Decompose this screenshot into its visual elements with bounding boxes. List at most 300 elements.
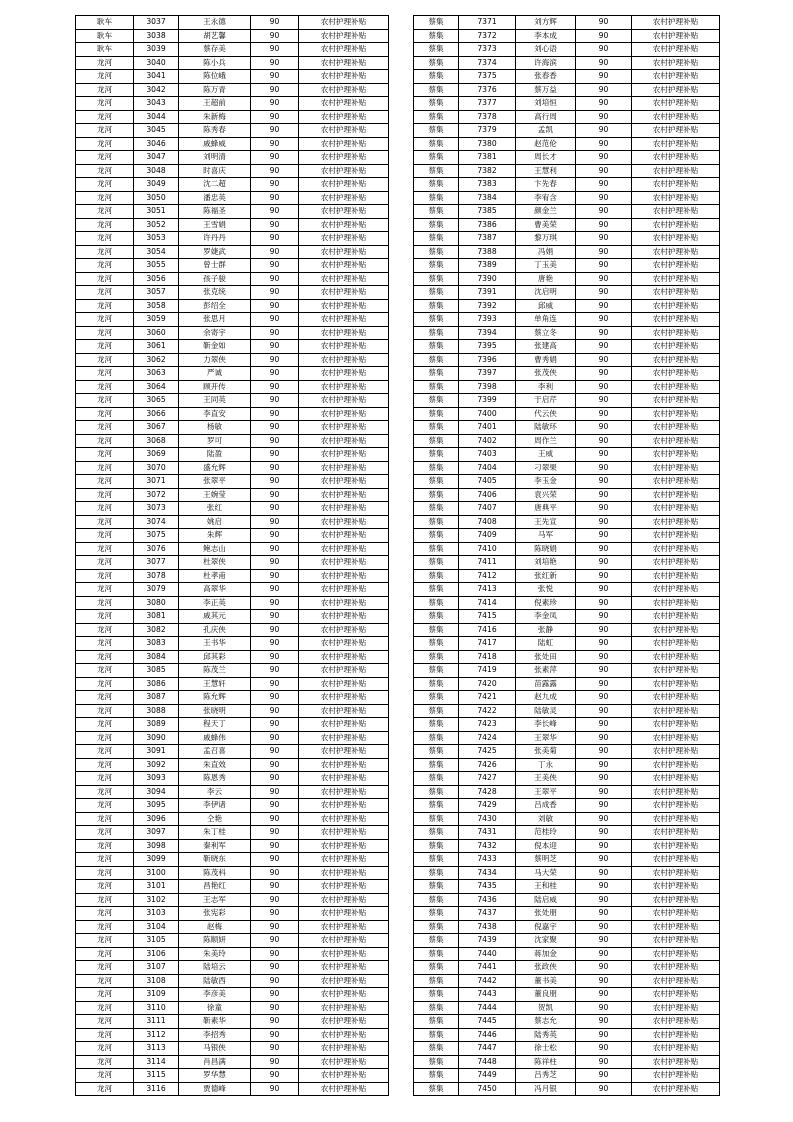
town-cell: 蔡集	[414, 583, 459, 597]
id-cell: 3092	[134, 758, 179, 772]
amount-cell: 90	[576, 502, 632, 516]
id-cell: 3055	[134, 259, 179, 273]
id-cell: 7391	[459, 286, 516, 300]
id-cell: 7450	[459, 1082, 516, 1096]
amount-cell: 90	[251, 353, 299, 367]
amount-cell: 90	[251, 704, 299, 718]
name-cell: 蔡志允	[516, 1015, 576, 1029]
name-cell: 刘培恒	[516, 97, 576, 111]
amount-cell: 90	[251, 1015, 299, 1029]
category-cell: 农村护理补贴	[299, 691, 389, 705]
town-cell: 蔡集	[414, 205, 459, 219]
table-row	[76, 97, 389, 111]
town-cell: 龙河	[76, 664, 134, 678]
town-cell: 龙河	[76, 731, 134, 745]
town-cell: 龙河	[76, 623, 134, 637]
id-cell: 7400	[459, 407, 516, 421]
category-cell: 农村护理补贴	[632, 637, 720, 651]
town-cell: 龙河	[76, 313, 134, 327]
amount-cell: 90	[251, 745, 299, 759]
category-cell: 农村护理补贴	[632, 745, 720, 759]
table-row	[414, 340, 720, 354]
id-cell: 3059	[134, 313, 179, 327]
amount-cell: 90	[576, 583, 632, 597]
category-cell: 农村护理补贴	[299, 164, 389, 178]
category-cell: 农村护理补贴	[632, 785, 720, 799]
table-row	[414, 232, 720, 246]
town-cell: 蔡集	[414, 704, 459, 718]
category-cell: 农村护理补贴	[632, 299, 720, 313]
town-cell: 龙河	[76, 421, 134, 435]
town-cell: 龙河	[76, 448, 134, 462]
id-cell: 7441	[459, 961, 516, 975]
id-cell: 7437	[459, 907, 516, 921]
amount-cell: 90	[251, 569, 299, 583]
town-cell: 蔡集	[414, 110, 459, 124]
name-cell: 赵梅	[179, 920, 251, 934]
name-cell: 蔡明芝	[516, 853, 576, 867]
roster-table-left	[75, 15, 389, 1096]
town-cell: 蔡集	[414, 97, 459, 111]
amount-cell: 90	[251, 920, 299, 934]
table-row	[414, 407, 720, 421]
name-cell: 李彦美	[179, 988, 251, 1002]
town-cell: 蔡集	[414, 893, 459, 907]
id-cell: 3115	[134, 1069, 179, 1083]
amount-cell: 90	[251, 394, 299, 408]
amount-cell: 90	[576, 164, 632, 178]
amount-cell: 90	[251, 313, 299, 327]
amount-cell: 90	[251, 1028, 299, 1042]
amount-cell: 90	[251, 1082, 299, 1096]
name-cell: 王书华	[179, 637, 251, 651]
category-cell: 农村护理补贴	[299, 515, 389, 529]
category-cell: 农村护理补贴	[299, 461, 389, 475]
table-row	[76, 1069, 389, 1083]
table-row	[76, 812, 389, 826]
town-cell: 耿车	[76, 43, 134, 57]
category-cell: 农村护理补贴	[632, 623, 720, 637]
category-cell: 农村护理补贴	[632, 151, 720, 165]
name-cell: 严诚	[179, 367, 251, 381]
name-cell: 李金凤	[516, 610, 576, 624]
name-cell: 贺凯	[516, 1001, 576, 1015]
table-row	[76, 677, 389, 691]
town-cell: 龙河	[76, 502, 134, 516]
amount-cell: 90	[251, 367, 299, 381]
amount-cell: 90	[251, 974, 299, 988]
name-cell: 陈万青	[179, 83, 251, 97]
amount-cell: 90	[576, 367, 632, 381]
id-cell: 3113	[134, 1042, 179, 1056]
id-cell: 3046	[134, 137, 179, 151]
name-cell: 曹美荣	[516, 218, 576, 232]
category-cell: 农村护理补贴	[299, 151, 389, 165]
town-cell: 龙河	[76, 691, 134, 705]
name-cell: 王永德	[179, 16, 251, 30]
table-row	[414, 326, 720, 340]
amount-cell: 90	[576, 718, 632, 732]
name-cell: 王志军	[179, 893, 251, 907]
name-cell: 蒋加金	[516, 947, 576, 961]
category-cell: 农村护理补贴	[299, 556, 389, 570]
amount-cell: 90	[576, 772, 632, 786]
category-cell: 农村护理补贴	[632, 1001, 720, 1015]
name-cell: 陆秀英	[516, 1028, 576, 1042]
id-cell: 3099	[134, 853, 179, 867]
table-row	[76, 1001, 389, 1015]
name-cell: 王先宣	[516, 515, 576, 529]
category-cell: 农村护理补贴	[632, 812, 720, 826]
amount-cell: 90	[251, 1042, 299, 1056]
table-row	[414, 839, 720, 853]
table-row	[76, 947, 389, 961]
table-row	[76, 583, 389, 597]
name-cell: 陆敏灵	[516, 704, 576, 718]
id-cell: 7430	[459, 812, 516, 826]
town-cell: 蔡集	[414, 637, 459, 651]
id-cell: 7422	[459, 704, 516, 718]
town-cell: 龙河	[76, 596, 134, 610]
category-cell: 农村护理补贴	[632, 718, 720, 732]
id-cell: 7399	[459, 394, 516, 408]
category-cell: 农村护理补贴	[632, 664, 720, 678]
amount-cell: 90	[251, 839, 299, 853]
category-cell: 农村护理补贴	[632, 16, 720, 30]
name-cell: 代云侠	[516, 407, 576, 421]
amount-cell: 90	[576, 866, 632, 880]
table-row	[414, 637, 720, 651]
town-cell: 蔡集	[414, 529, 459, 543]
amount-cell: 90	[576, 812, 632, 826]
id-cell: 7421	[459, 691, 516, 705]
table-row	[414, 245, 720, 259]
table-row	[76, 839, 389, 853]
amount-cell: 90	[576, 677, 632, 691]
town-cell: 蔡集	[414, 353, 459, 367]
category-cell: 农村护理补贴	[632, 839, 720, 853]
table-row	[76, 245, 389, 259]
id-cell: 3037	[134, 16, 179, 30]
table-row	[76, 434, 389, 448]
amount-cell: 90	[251, 218, 299, 232]
name-cell: 罗华慧	[179, 1069, 251, 1083]
id-cell: 7381	[459, 151, 516, 165]
town-cell: 蔡集	[414, 853, 459, 867]
table-row	[414, 56, 720, 70]
town-cell: 蔡集	[414, 799, 459, 813]
id-cell: 7395	[459, 340, 516, 354]
id-cell: 3098	[134, 839, 179, 853]
town-cell: 蔡集	[414, 650, 459, 664]
category-cell: 农村护理补贴	[632, 866, 720, 880]
name-cell: 陈祥柱	[516, 1055, 576, 1069]
amount-cell: 90	[576, 637, 632, 651]
amount-cell: 90	[576, 799, 632, 813]
table-row	[414, 610, 720, 624]
town-cell: 蔡集	[414, 394, 459, 408]
table-row	[76, 691, 389, 705]
town-cell: 蔡集	[414, 718, 459, 732]
town-cell: 龙河	[76, 407, 134, 421]
category-cell: 农村护理补贴	[632, 218, 720, 232]
id-cell: 7392	[459, 299, 516, 313]
amount-cell: 90	[251, 16, 299, 30]
town-cell: 蔡集	[414, 448, 459, 462]
name-cell: 李宥含	[516, 191, 576, 205]
id-cell: 3081	[134, 610, 179, 624]
name-cell: 曾士群	[179, 259, 251, 273]
id-cell: 3075	[134, 529, 179, 543]
town-cell: 龙河	[76, 218, 134, 232]
name-cell: 袁兴荣	[516, 488, 576, 502]
amount-cell: 90	[576, 461, 632, 475]
id-cell: 7445	[459, 1015, 516, 1029]
id-cell: 3090	[134, 731, 179, 745]
table-row	[76, 151, 389, 165]
amount-cell: 90	[251, 70, 299, 84]
table-row	[414, 569, 720, 583]
town-cell: 蔡集	[414, 1055, 459, 1069]
town-cell: 龙河	[76, 610, 134, 624]
category-cell: 农村护理补贴	[299, 731, 389, 745]
id-cell: 3042	[134, 83, 179, 97]
category-cell: 农村护理补贴	[299, 502, 389, 516]
category-cell: 农村护理补贴	[299, 110, 389, 124]
town-cell: 蔡集	[414, 947, 459, 961]
table-row	[76, 853, 389, 867]
table-row	[414, 461, 720, 475]
amount-cell: 90	[251, 137, 299, 151]
name-cell: 黎万琪	[516, 232, 576, 246]
town-cell: 龙河	[76, 542, 134, 556]
category-cell: 农村护理补贴	[632, 961, 720, 975]
id-cell: 7389	[459, 259, 516, 273]
town-cell: 蔡集	[414, 623, 459, 637]
category-cell: 农村护理补贴	[632, 799, 720, 813]
amount-cell: 90	[251, 475, 299, 489]
town-cell: 蔡集	[414, 43, 459, 57]
category-cell: 农村护理补贴	[632, 529, 720, 543]
name-cell: 许丹丹	[179, 232, 251, 246]
amount-cell: 90	[576, 1028, 632, 1042]
amount-cell: 90	[251, 799, 299, 813]
town-cell: 耿车	[76, 16, 134, 30]
category-cell: 农村护理补贴	[632, 70, 720, 84]
name-cell: 王美侠	[516, 772, 576, 786]
id-cell: 7375	[459, 70, 516, 84]
table-row	[414, 758, 720, 772]
id-cell: 3087	[134, 691, 179, 705]
id-cell: 3051	[134, 205, 179, 219]
amount-cell: 90	[576, 920, 632, 934]
id-cell: 3066	[134, 407, 179, 421]
id-cell: 7398	[459, 380, 516, 394]
id-cell: 7393	[459, 313, 516, 327]
name-cell: 赵九成	[516, 691, 576, 705]
town-cell: 龙河	[76, 299, 134, 313]
category-cell: 农村护理补贴	[632, 1069, 720, 1083]
table-row	[414, 259, 720, 273]
category-cell: 农村护理补贴	[299, 124, 389, 138]
name-cell: 贾德峰	[179, 1082, 251, 1096]
amount-cell: 90	[576, 124, 632, 138]
name-cell: 孟召喜	[179, 745, 251, 759]
category-cell: 农村护理补贴	[299, 961, 389, 975]
town-cell: 蔡集	[414, 488, 459, 502]
id-cell: 7401	[459, 421, 516, 435]
id-cell: 7434	[459, 866, 516, 880]
table-row	[76, 637, 389, 651]
id-cell: 7449	[459, 1069, 516, 1083]
name-cell: 许海滨	[516, 56, 576, 70]
table-row	[414, 893, 720, 907]
id-cell: 7429	[459, 799, 516, 813]
id-cell: 7432	[459, 839, 516, 853]
category-cell: 农村护理补贴	[632, 43, 720, 57]
name-cell: 王婉莹	[179, 488, 251, 502]
amount-cell: 90	[576, 542, 632, 556]
table-row	[76, 1015, 389, 1029]
amount-cell: 90	[251, 785, 299, 799]
table-row	[76, 880, 389, 894]
category-cell: 农村护理补贴	[299, 29, 389, 43]
amount-cell: 90	[576, 839, 632, 853]
category-cell: 农村护理补贴	[632, 502, 720, 516]
table-row	[76, 43, 389, 57]
name-cell: 朱丁桂	[179, 826, 251, 840]
table-row	[76, 704, 389, 718]
town-cell: 蔡集	[414, 299, 459, 313]
id-cell: 3044	[134, 110, 179, 124]
name-cell: 高行周	[516, 110, 576, 124]
amount-cell: 90	[576, 731, 632, 745]
table-row	[414, 124, 720, 138]
name-cell: 李正英	[179, 596, 251, 610]
id-cell: 7423	[459, 718, 516, 732]
name-cell: 董书美	[516, 974, 576, 988]
category-cell: 农村护理补贴	[632, 245, 720, 259]
category-cell: 农村护理补贴	[632, 677, 720, 691]
id-cell: 3054	[134, 245, 179, 259]
town-cell: 蔡集	[414, 880, 459, 894]
id-cell: 3086	[134, 677, 179, 691]
town-cell: 龙河	[76, 947, 134, 961]
table-row	[76, 205, 389, 219]
category-cell: 农村护理补贴	[299, 988, 389, 1002]
town-cell: 耿车	[76, 29, 134, 43]
category-cell: 农村护理补贴	[299, 664, 389, 678]
id-cell: 7388	[459, 245, 516, 259]
id-cell: 3110	[134, 1001, 179, 1015]
town-cell: 龙河	[76, 488, 134, 502]
category-cell: 农村护理补贴	[632, 569, 720, 583]
table-row	[414, 367, 720, 381]
town-cell: 蔡集	[414, 772, 459, 786]
category-cell: 农村护理补贴	[632, 232, 720, 246]
town-cell: 蔡集	[414, 1001, 459, 1015]
name-cell: 刘敏	[516, 812, 576, 826]
name-cell: 倪本迎	[516, 839, 576, 853]
id-cell: 3053	[134, 232, 179, 246]
table-row	[76, 137, 389, 151]
amount-cell: 90	[251, 205, 299, 219]
amount-cell: 90	[251, 907, 299, 921]
name-cell: 李利	[516, 380, 576, 394]
table-row	[414, 16, 720, 30]
category-cell: 农村护理补贴	[299, 16, 389, 30]
id-cell: 3063	[134, 367, 179, 381]
amount-cell: 90	[251, 29, 299, 43]
amount-cell: 90	[576, 299, 632, 313]
name-cell: 李云	[179, 785, 251, 799]
town-cell: 龙河	[76, 353, 134, 367]
amount-cell: 90	[251, 853, 299, 867]
town-cell: 蔡集	[414, 164, 459, 178]
category-cell: 农村护理补贴	[299, 178, 389, 192]
table-row	[76, 1028, 389, 1042]
table-row	[414, 920, 720, 934]
table-row	[76, 556, 389, 570]
amount-cell: 90	[576, 691, 632, 705]
amount-cell: 90	[251, 542, 299, 556]
town-cell: 蔡集	[414, 70, 459, 84]
id-cell: 7416	[459, 623, 516, 637]
name-cell: 蔡立冬	[516, 326, 576, 340]
id-cell: 3050	[134, 191, 179, 205]
id-cell: 7408	[459, 515, 516, 529]
town-cell: 蔡集	[414, 259, 459, 273]
amount-cell: 90	[576, 83, 632, 97]
table-row	[414, 313, 720, 327]
amount-cell: 90	[576, 421, 632, 435]
name-cell: 陈恩秀	[179, 772, 251, 786]
name-cell: 马军	[516, 529, 576, 543]
amount-cell: 90	[251, 164, 299, 178]
amount-cell: 90	[576, 623, 632, 637]
name-cell: 陈茂科	[179, 866, 251, 880]
table-row	[414, 502, 720, 516]
name-cell: 王和桂	[516, 880, 576, 894]
category-cell: 农村护理补贴	[632, 556, 720, 570]
town-cell: 蔡集	[414, 974, 459, 988]
town-cell: 蔡集	[414, 745, 459, 759]
name-cell: 李本成	[516, 29, 576, 43]
category-cell: 农村护理补贴	[632, 326, 720, 340]
table-row	[76, 407, 389, 421]
category-cell: 农村护理补贴	[632, 731, 720, 745]
category-cell: 农村护理补贴	[299, 610, 389, 624]
amount-cell: 90	[251, 758, 299, 772]
town-cell: 蔡集	[414, 731, 459, 745]
category-cell: 农村护理补贴	[632, 596, 720, 610]
id-cell: 3114	[134, 1055, 179, 1069]
amount-cell: 90	[576, 434, 632, 448]
table-row	[76, 56, 389, 70]
name-cell: 张春香	[516, 70, 576, 84]
id-cell: 3047	[134, 151, 179, 165]
town-cell: 蔡集	[414, 677, 459, 691]
id-cell: 7435	[459, 880, 516, 894]
category-cell: 农村护理补贴	[632, 353, 720, 367]
amount-cell: 90	[251, 826, 299, 840]
amount-cell: 90	[576, 394, 632, 408]
town-cell: 蔡集	[414, 286, 459, 300]
town-cell: 龙河	[76, 772, 134, 786]
category-cell: 农村护理补贴	[299, 974, 389, 988]
category-cell: 农村护理补贴	[299, 772, 389, 786]
category-cell: 农村护理补贴	[299, 1069, 389, 1083]
